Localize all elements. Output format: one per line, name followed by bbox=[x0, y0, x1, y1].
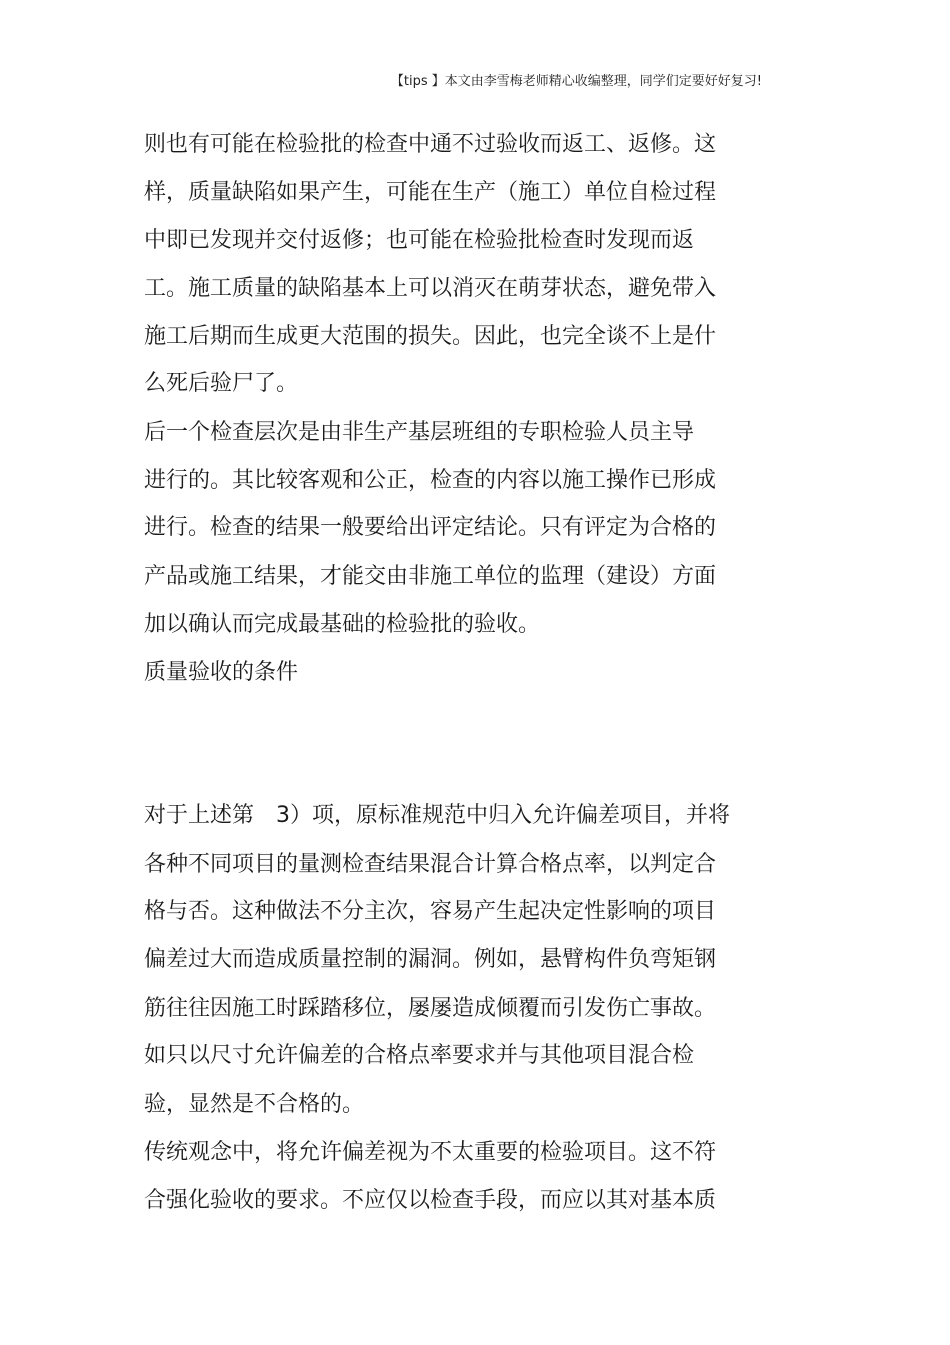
text-line: 施工后期而生成更大范围的损失。因此，也完全谈不上是什 bbox=[144, 324, 717, 349]
section-heading: 质量验收的条件 bbox=[144, 660, 299, 685]
text-line: 么死后验尸了。 bbox=[144, 371, 299, 396]
text-line: 验，显然是不合格的。 bbox=[144, 1092, 365, 1117]
text-line: 加以确认而完成最基础的检验批的验收。 bbox=[144, 612, 541, 637]
text-line: 后一个检查层次是由非生产基层班组的专职检验人员主导 bbox=[144, 420, 695, 445]
text-line: 工。施工质量的缺陷基本上可以消灭在萌芽状态，避免带入 bbox=[144, 276, 717, 301]
text-line: 各种不同项目的量测检查结果混合计算合格点率，以判定合 bbox=[144, 852, 717, 877]
text-line: 筋往往因施工时踩踏移位，屡屡造成倾覆而引发伤亡事故。 bbox=[144, 996, 717, 1021]
text-line: 样，质量缺陷如果产生，可能在生产（施工）单位自检过程 bbox=[144, 180, 717, 205]
text-line: 格与否。这种做法不分主次，容易产生起决定性影响的项目 bbox=[144, 899, 717, 924]
text-line: 进行的。其比较客观和公正，检查的内容以施工操作已形成 bbox=[144, 468, 717, 493]
text-line: 如只以尺寸允许偏差的合格点率要求并与其他项目混合检 bbox=[144, 1043, 695, 1068]
text-line: 则也有可能在检验批的检查中通不过验收而返工、返修。这 bbox=[144, 132, 717, 157]
text-line: 中即已发现并交付返修；也可能在检验批检查时发现而返 bbox=[144, 228, 695, 253]
text-line: 对于上述第 3）项，原标准规范中归入允许偏差项目，并将 bbox=[144, 803, 730, 828]
text-line: 产品或施工结果，才能交由非施工单位的监理（建设）方面 bbox=[144, 564, 717, 589]
text-line: 偏差过大而造成质量控制的漏洞。例如，悬臂构件负弯矩钢 bbox=[144, 947, 717, 972]
text-line: 传统观念中，将允许偏差视为不太重要的检验项目。这不符 bbox=[144, 1140, 717, 1165]
text-line: 合强化验收的要求。不应仅以检查手段，而应以其对基本质 bbox=[144, 1188, 717, 1213]
text-line: 进行。检查的结果一般要给出评定结论。只有评定为合格的 bbox=[144, 515, 717, 540]
header-tip-note: 【tips 】本文由李雪梅老师精心收编整理，同学们定要好好复习! bbox=[390, 74, 762, 89]
